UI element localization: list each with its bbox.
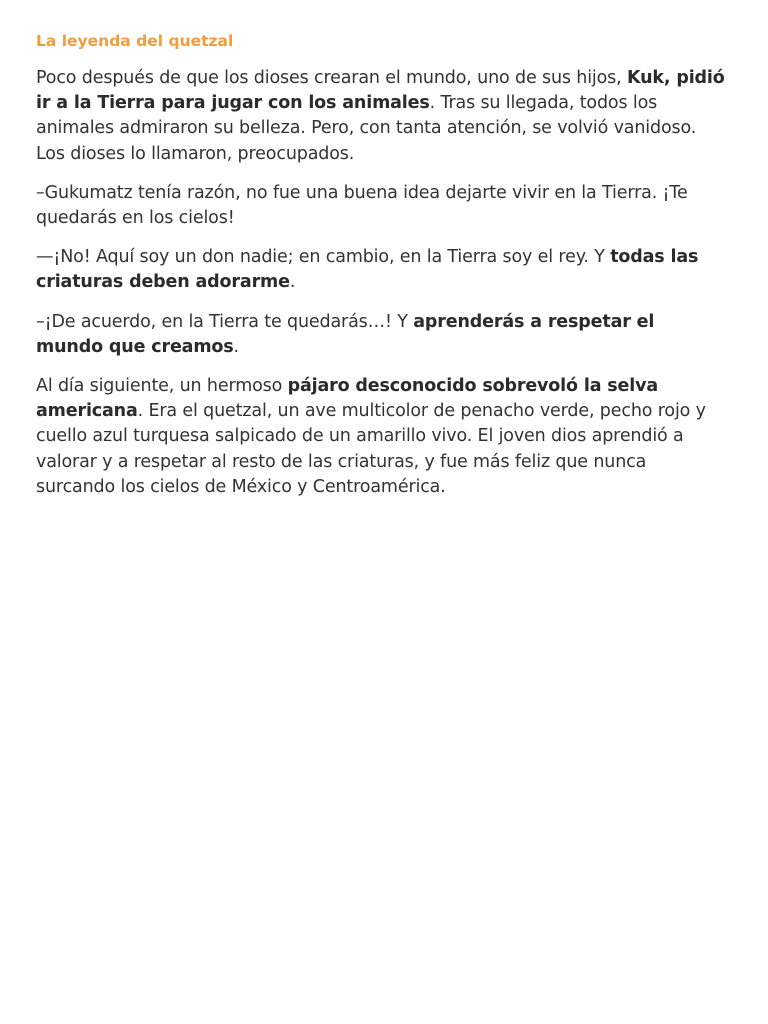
- paragraph-text: –Gukumatz tenía razón, no fue una buena idea dejarte vivir en la Tierra. ¡Te quedarás en los cielos!: [36, 182, 688, 229]
- paragraph-text: –¡De acuerdo, en la Tierra te quedarás…! Y: [36, 311, 414, 332]
- paragraph-1: [36, 66, 726, 167]
- paragraph-bold-text: aprenderás a respetar el mundo que creamos: [36, 311, 655, 357]
- paragraph-bold-text: todas las criaturas deben adorarme: [36, 247, 699, 293]
- paragraph-text: Poco después de que los dioses crearan el mundo, uno de sus hijos,: [36, 68, 627, 88]
- paragraph-5: [36, 374, 726, 500]
- paragraph-text: . Tras su llegada, todos los animales admiraron su belleza. Pero, con tanta atención, se volvió vanidoso. Los dioses lo llamaron, preocupados.: [36, 93, 697, 164]
- paragraph-bold-text: pájaro desconocido sobrevoló la selva americana: [36, 376, 659, 422]
- paragraph-text: .: [233, 336, 239, 357]
- paragraph-text: —¡No! Aquí soy un don nadie; en cambio, en la Tierra soy el rey. Y: [36, 247, 611, 268]
- paragraph-text: .: [289, 272, 296, 293]
- paragraph-bold-text: Kuk, pidió ir a la Tierra para jugar con los animales: [36, 68, 725, 114]
- document-page: [36, 30, 726, 514]
- paragraph-2: [36, 181, 726, 231]
- paragraph-text: Al día siguiente, un hermoso: [36, 376, 288, 397]
- paragraph-4: [36, 310, 726, 360]
- paragraph-text: . Era el quetzal, un ave multicolor de penacho verde, pecho rojo y cuello azul turquesa salpicado de un amarillo vivo. El joven dios aprendió a valorar y a respetar al resto de las criaturas, y fue más feliz que nunca surcando los cielos de México y Centroamérica.: [36, 401, 706, 497]
- paragraph-3: [36, 245, 726, 295]
- article-title: La leyenda del quetzal: [36, 32, 234, 50]
